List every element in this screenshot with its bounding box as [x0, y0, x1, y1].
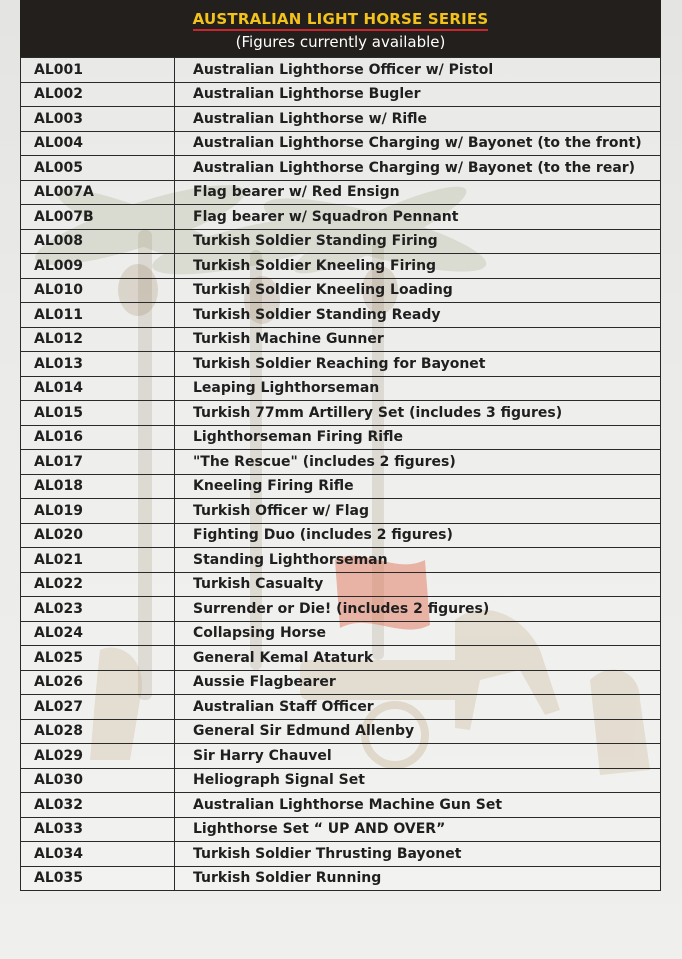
item-code: AL011: [21, 303, 175, 328]
item-code: AL009: [21, 254, 175, 279]
item-description: Turkish Soldier Kneeling Firing: [175, 254, 661, 279]
item-code: AL012: [21, 327, 175, 352]
table-row: [21, 523, 661, 548]
item-description: "The Rescue" (includes 2 figures): [175, 450, 661, 475]
table-row: [21, 82, 661, 107]
item-code: AL019: [21, 499, 175, 524]
table-row: [21, 695, 661, 720]
item-code: AL016: [21, 425, 175, 450]
item-description: Turkish Soldier Running: [175, 866, 661, 891]
item-description: Turkish Soldier Standing Firing: [175, 229, 661, 254]
table-row: [21, 866, 661, 891]
item-description: Heliograph Signal Set: [175, 768, 661, 793]
table-row: [21, 229, 661, 254]
item-description: Sir Harry Chauvel: [175, 744, 661, 769]
table-row: [21, 205, 661, 230]
table-row: [21, 817, 661, 842]
item-code: AL021: [21, 548, 175, 573]
item-description: Australian Staff Officer: [175, 695, 661, 720]
table-row: [21, 156, 661, 181]
table-row: [21, 548, 661, 573]
item-code: AL013: [21, 352, 175, 377]
catalog-sheet: [20, 0, 661, 891]
table-row: [21, 107, 661, 132]
table-row: [21, 278, 661, 303]
item-description: Leaping Lighthorseman: [175, 376, 661, 401]
table-row: [21, 597, 661, 622]
table-row: [21, 670, 661, 695]
table-row: [21, 744, 661, 769]
figures-table: [20, 57, 661, 891]
item-description: Australian Lighthorse w/ Rifle: [175, 107, 661, 132]
item-description: Fighting Duo (includes 2 figures): [175, 523, 661, 548]
item-description: Kneeling Firing Rifle: [175, 474, 661, 499]
item-code: AL028: [21, 719, 175, 744]
item-description: Turkish Machine Gunner: [175, 327, 661, 352]
table-row: [21, 793, 661, 818]
item-code: AL004: [21, 131, 175, 156]
item-description: Collapsing Horse: [175, 621, 661, 646]
table-row: [21, 842, 661, 867]
item-code: AL002: [21, 82, 175, 107]
table-row: [21, 572, 661, 597]
table-row: [21, 58, 661, 83]
series-header: [20, 0, 661, 57]
item-description: Aussie Flagbearer: [175, 670, 661, 695]
item-description: Flag bearer w/ Squadron Pennant: [175, 205, 661, 230]
item-description: Turkish Soldier Kneeling Loading: [175, 278, 661, 303]
item-description: Lighthorse Set “ UP AND OVER”: [175, 817, 661, 842]
table-row: [21, 425, 661, 450]
item-description: Australian Lighthorse Officer w/ Pistol: [175, 58, 661, 83]
item-code: AL034: [21, 842, 175, 867]
series-title: AUSTRALIAN LIGHT HORSE SERIES: [193, 11, 489, 31]
table-row: [21, 254, 661, 279]
item-code: AL026: [21, 670, 175, 695]
item-description: Standing Lighthorseman: [175, 548, 661, 573]
item-code: AL032: [21, 793, 175, 818]
table-row: [21, 180, 661, 205]
table-row: [21, 621, 661, 646]
item-description: Turkish Soldier Reaching for Bayonet: [175, 352, 661, 377]
item-code: AL022: [21, 572, 175, 597]
item-description: Australian Lighthorse Bugler: [175, 82, 661, 107]
item-code: AL023: [21, 597, 175, 622]
table-row: [21, 327, 661, 352]
item-code: AL007B: [21, 205, 175, 230]
table-row: [21, 499, 661, 524]
item-code: AL035: [21, 866, 175, 891]
item-code: AL017: [21, 450, 175, 475]
table-row: [21, 131, 661, 156]
item-code: AL020: [21, 523, 175, 548]
item-description: Flag bearer w/ Red Ensign: [175, 180, 661, 205]
item-code: AL001: [21, 58, 175, 83]
item-code: AL003: [21, 107, 175, 132]
item-description: Australian Lighthorse Charging w/ Bayonet (to the rear): [175, 156, 661, 181]
table-row: [21, 646, 661, 671]
item-description: Lighthorseman Firing Rifle: [175, 425, 661, 450]
item-description: Australian Lighthorse Machine Gun Set: [175, 793, 661, 818]
item-code: AL008: [21, 229, 175, 254]
table-row: [21, 719, 661, 744]
table-row: [21, 303, 661, 328]
table-row: [21, 401, 661, 426]
table-row: [21, 376, 661, 401]
table-row: [21, 352, 661, 377]
table-row: [21, 474, 661, 499]
item-code: AL018: [21, 474, 175, 499]
series-subtitle: (Figures currently available): [235, 33, 446, 51]
item-description: Turkish Soldier Standing Ready: [175, 303, 661, 328]
item-code: AL010: [21, 278, 175, 303]
item-code: AL033: [21, 817, 175, 842]
item-code: AL027: [21, 695, 175, 720]
item-description: General Kemal Ataturk: [175, 646, 661, 671]
table-row: [21, 450, 661, 475]
item-code: AL015: [21, 401, 175, 426]
item-description: Turkish Officer w/ Flag: [175, 499, 661, 524]
item-description: Turkish Soldier Thrusting Bayonet: [175, 842, 661, 867]
item-code: AL029: [21, 744, 175, 769]
item-description: Turkish Casualty: [175, 572, 661, 597]
item-code: AL007A: [21, 180, 175, 205]
item-description: Turkish 77mm Artillery Set (includes 3 figures): [175, 401, 661, 426]
item-description: General Sir Edmund Allenby: [175, 719, 661, 744]
item-code: AL014: [21, 376, 175, 401]
table-row: [21, 768, 661, 793]
item-description: Surrender or Die! (includes 2 figures): [175, 597, 661, 622]
item-code: AL030: [21, 768, 175, 793]
item-description: Australian Lighthorse Charging w/ Bayonet (to the front): [175, 131, 661, 156]
item-code: AL025: [21, 646, 175, 671]
item-code: AL024: [21, 621, 175, 646]
item-code: AL005: [21, 156, 175, 181]
